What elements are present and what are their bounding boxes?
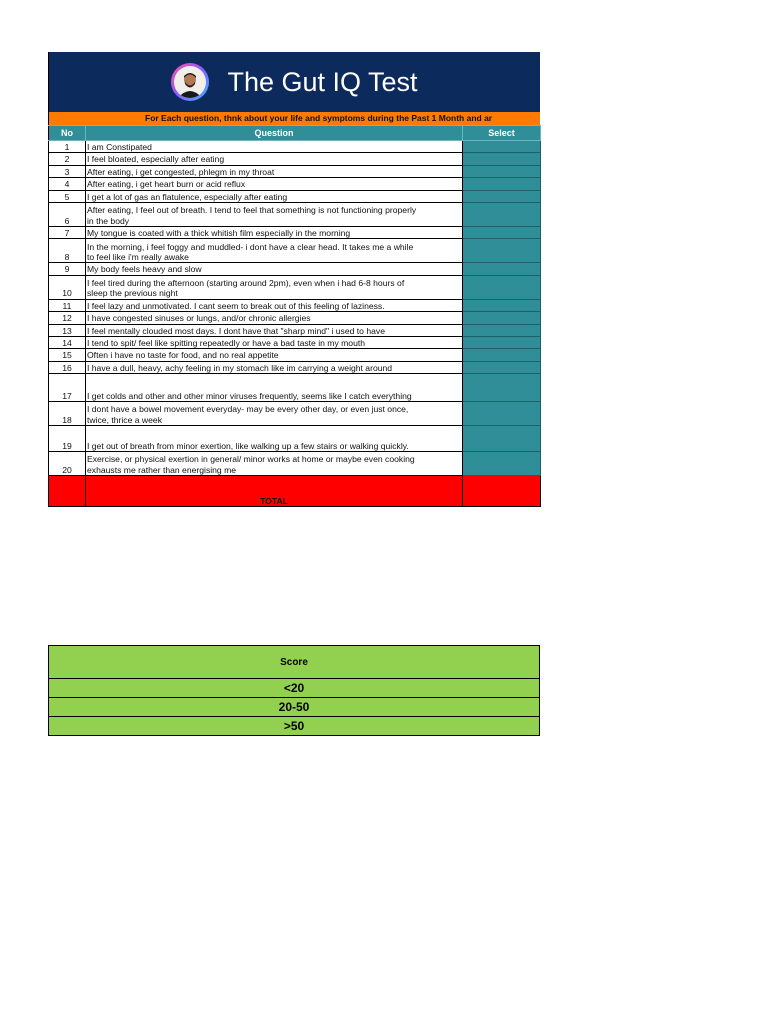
table-row [49, 275, 541, 299]
row-question [86, 226, 463, 238]
table-row [49, 202, 541, 226]
avatar [171, 63, 209, 101]
row-number: 12 [49, 312, 86, 324]
row-question [86, 299, 463, 311]
title-banner [48, 52, 540, 112]
row-number: 9 [49, 263, 86, 275]
question-line: Often i have no taste for food, and no real appetite [87, 350, 279, 361]
row-question [86, 153, 463, 165]
row-question [86, 324, 463, 336]
table-row [49, 178, 541, 190]
question-line: After eating, i get heart burn or acid reflux [87, 179, 246, 190]
table-row [49, 324, 541, 336]
question-rows [49, 141, 541, 476]
row-number: 8 [49, 239, 86, 263]
instruction-text: For Each question, thnk about your life and symptoms during the Past 1 Month and ar [48, 112, 540, 125]
table-row [49, 141, 541, 153]
table-row [49, 153, 541, 165]
score-range-mid: 20-50 [49, 698, 540, 717]
row-question [86, 275, 463, 299]
question-line: I tend to spit/ feel like spitting repeatedly or have a bad taste in my mouth [87, 338, 366, 348]
select-cell[interactable] [463, 452, 541, 476]
table-row [49, 239, 541, 263]
table-row [49, 312, 541, 324]
question-line: In the morning, i feel foggy and muddled- i dont have a clear head. It takes me a while [87, 241, 414, 252]
table-row [49, 263, 541, 275]
select-cell[interactable] [463, 324, 541, 336]
page-title: The Gut IQ Test [227, 66, 418, 97]
select-cell[interactable] [463, 336, 541, 348]
select-cell[interactable] [463, 263, 541, 275]
table-row [49, 190, 541, 202]
select-cell[interactable] [463, 178, 541, 190]
question-line: sleep the previous night [87, 288, 178, 299]
row-number: 7 [49, 226, 86, 238]
table-row [49, 336, 541, 348]
question-line: exhausts me rather than energising me [87, 464, 237, 475]
score-table [48, 645, 540, 736]
row-number: 14 [49, 336, 86, 348]
row-number: 15 [49, 349, 86, 361]
question-line: I get a lot of gas an flatulence, especially after eating [87, 191, 288, 202]
select-cell[interactable] [463, 349, 541, 361]
row-number: 19 [49, 426, 86, 452]
question-line: to feel like i'm really awake [87, 252, 189, 263]
score-header: Score [49, 646, 540, 679]
question-line: I feel lazy and unmotivated. I cant seem to break out of this feeling of laziness. [87, 300, 385, 311]
row-number: 17 [49, 374, 86, 402]
question-line: I get out of breath from minor exertion, like walking up a few stairs or walking quickly. [87, 440, 409, 451]
table-row [49, 361, 541, 373]
row-question [86, 190, 463, 202]
question-line: twice, thrice a week [87, 414, 162, 425]
header-select: Select [463, 126, 541, 141]
row-number: 4 [49, 178, 86, 190]
row-number: 3 [49, 165, 86, 177]
select-cell[interactable] [463, 275, 541, 299]
question-line: I feel bloated, especially after eating [87, 154, 225, 165]
select-cell[interactable] [463, 190, 541, 202]
gut-iq-sheet [48, 52, 540, 507]
select-cell[interactable] [463, 165, 541, 177]
question-line: My tongue is coated with a thick whitish film especially in the morning [87, 228, 351, 239]
table-row [49, 402, 541, 426]
row-number: 11 [49, 299, 86, 311]
select-cell[interactable] [463, 312, 541, 324]
table-row [49, 426, 541, 452]
score-range-low: <20 [49, 679, 540, 698]
table-row [49, 349, 541, 361]
row-number: 6 [49, 202, 86, 226]
select-cell[interactable] [463, 141, 541, 153]
table-row [49, 165, 541, 177]
row-number: 1 [49, 141, 86, 153]
row-question [86, 239, 463, 263]
question-line: I feel mentally clouded most days. I dont have that "sharp mind" i used to have [87, 325, 385, 336]
question-line: I dont have a bowel movement everyday- may be every other day, or even just once, [87, 404, 409, 415]
row-question [86, 178, 463, 190]
total-row [49, 476, 541, 507]
row-number: 2 [49, 153, 86, 165]
row-question [86, 452, 463, 476]
table-row [49, 374, 541, 402]
question-line: After eating, I feel out of breath. I tend to feel that something is not functioning properly [87, 205, 417, 216]
row-question [86, 336, 463, 348]
table-row [49, 299, 541, 311]
row-question [86, 426, 463, 452]
question-line: I have congested sinuses or lungs, and/or chronic allergies [87, 313, 311, 324]
header-no: No [49, 126, 86, 141]
row-question [86, 312, 463, 324]
score-range-high: >50 [49, 717, 540, 736]
total-label: TOTAL [86, 476, 463, 507]
table-row [49, 452, 541, 476]
row-question [86, 402, 463, 426]
question-line: Exercise, or physical exertion in general/ minor works at home or maybe even cooking [87, 454, 415, 465]
question-line: I feel tired during the afternoon (starting around 2pm), even when i had 6-8 hours of [87, 278, 405, 289]
select-cell[interactable] [463, 239, 541, 263]
select-cell[interactable] [463, 402, 541, 426]
person-icon [174, 66, 206, 98]
row-number: 20 [49, 452, 86, 476]
row-question [86, 263, 463, 275]
select-cell[interactable] [463, 361, 541, 373]
total-no-cell [49, 476, 86, 507]
select-cell[interactable] [463, 426, 541, 452]
row-number: 10 [49, 275, 86, 299]
row-question [86, 374, 463, 402]
header-question: Question [86, 126, 463, 141]
row-question [86, 202, 463, 226]
select-cell[interactable] [463, 226, 541, 238]
row-question [86, 349, 463, 361]
question-line: I am Constipated [87, 142, 152, 153]
row-number: 13 [49, 324, 86, 336]
question-line: I get colds and other and other minor viruses frequently, seems like I catch everything [87, 390, 412, 401]
select-cell[interactable] [463, 299, 541, 311]
row-number: 16 [49, 361, 86, 373]
table-row [49, 226, 541, 238]
row-question [86, 165, 463, 177]
select-cell[interactable] [463, 153, 541, 165]
question-line: in the body [87, 215, 130, 226]
question-line: I have a dull, heavy, achy feeling in my stomach like im carrying a weight around [87, 362, 393, 373]
select-cell[interactable] [463, 374, 541, 402]
total-value-cell [463, 476, 541, 507]
select-cell[interactable] [463, 202, 541, 226]
row-number: 5 [49, 190, 86, 202]
question-line: My body feels heavy and slow [87, 264, 202, 275]
row-question [86, 141, 463, 153]
question-table [48, 125, 541, 507]
row-number: 18 [49, 402, 86, 426]
question-line: After eating, i get congested, phlegm in my throat [87, 166, 275, 177]
row-question [86, 361, 463, 373]
